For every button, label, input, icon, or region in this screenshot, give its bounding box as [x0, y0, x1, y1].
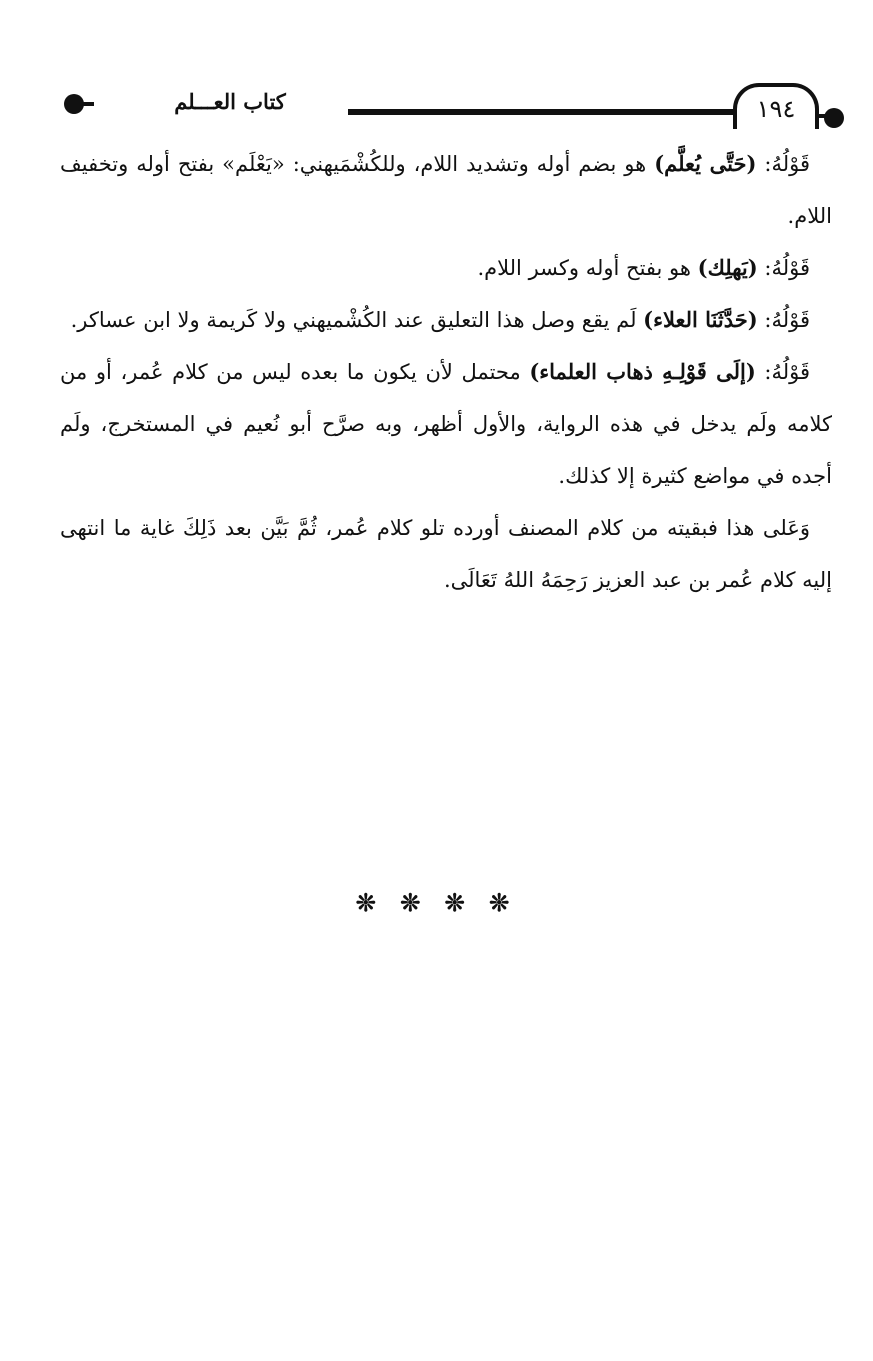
quoted-term: (حَتَّى يُعلَّم)	[654, 151, 757, 176]
header-ornament-dot-right	[824, 108, 844, 128]
quoted-term: (يَهلِك)	[697, 255, 758, 280]
paragraph	[60, 138, 832, 242]
book-title: كتاب العـــلم	[174, 89, 286, 114]
paragraph	[60, 294, 832, 346]
section-separator: ❊ ❊ ❊ ❊	[355, 888, 518, 917]
paragraph	[60, 242, 832, 294]
paragraph-lead: قَوْلُهُ:	[757, 256, 810, 280]
header-ornament-dot-left	[64, 94, 84, 114]
paragraph-text: وَعَلى هذا فبقيته من كلام المصنف أورده تلو كلام عُمر، ثُمَّ بَيَّن بعد ذَلِكَ غاية ما انتهى إليه كلام عُمر بن عبد العزيز رَحِمَهُ اللهُ تَعَالَى.	[60, 516, 832, 592]
running-header	[0, 78, 873, 138]
paragraph-text: هو بفتح أوله وكسر اللام.	[477, 256, 698, 280]
paragraph	[60, 346, 832, 502]
paragraph	[60, 502, 832, 606]
paragraph-lead: قَوْلُهُ:	[755, 360, 811, 384]
page-number: ١٩٤	[733, 83, 819, 129]
body-text	[60, 138, 832, 606]
paragraph-text: هو بضم أوله وتشديد اللام، وللكُشْمَيهني: «يَعْلَم» بفتح أوله وتخفيف اللام.	[60, 152, 832, 228]
paragraph-lead: قَوْلُهُ:	[756, 152, 810, 176]
header-rule	[348, 109, 733, 115]
paragraph-text: محتمل لأن يكون ما بعده ليس من كلام عُمر، أو من كلامه ولَم يدخل في هذه الرواية، والأول أظهر، وبه صرَّح أبو نُعيم في المستخرج، ولَم أجده في مواضع كثيرة إلا كذلك.	[60, 360, 832, 488]
quoted-term: (إلَى قَوْلِـهِ ذهاب العلماء)	[529, 359, 756, 384]
paragraph-text: لَم يقع وصل هذا التعليق عند الكُشْميهني ولا كَريمة ولا ابن عساكر.	[70, 308, 644, 332]
quoted-term: (حَدَّثَنَا العلاء)	[643, 307, 758, 332]
paragraph-lead: قَوْلُهُ:	[757, 308, 810, 332]
header-ornament-stub-left	[82, 102, 94, 106]
